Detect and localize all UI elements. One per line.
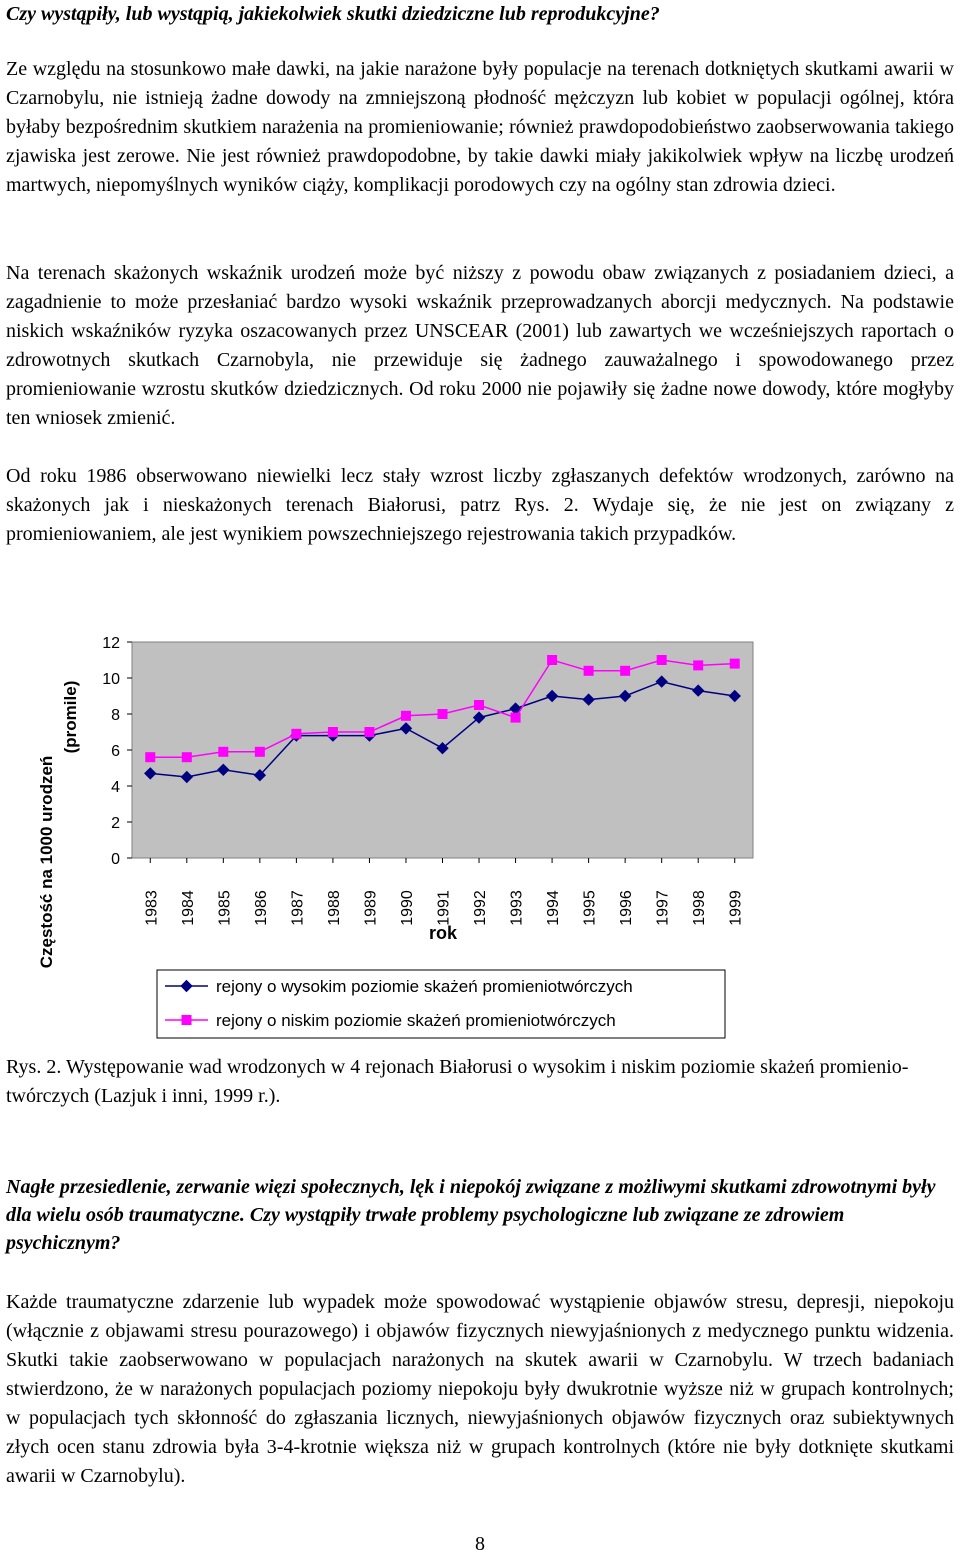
legend-label: rejony o wysokim poziomie skażeń promieniotwórczych	[216, 977, 633, 996]
x-tick-label: 1997	[654, 890, 672, 926]
series-2-point	[657, 656, 666, 665]
legend	[157, 970, 725, 1038]
y-axis-title-line1: Częstość na 1000 urodzeń	[37, 755, 56, 969]
series-2-point	[730, 659, 739, 668]
paragraph-1: Ze względu na stosunkowo małe dawki, na jakie narażone były populacje na terenach dotkniętych skutkami awarii w Czarnobylu, nie istnieją żadne dowody na zmniejszoną płodność mężczyzn lub kobiet w populacji ogólnej, która byłaby bezpośrednim skutkiem narażenia na promieniowanie; również prawdopodobieństwo zaobserwowania takiego zjawiska jest zerowe. Nie jest również prawdopodobne, by takie dawki miały jakikolwiek wpływ na liczbę urodzeń martwych, niepomyślnych wyników ciąży, komplikacji porodowych czy na ogólny stan zdrowia dzieci.	[6, 58, 954, 196]
x-tick-label: 1984	[179, 890, 197, 926]
square-marker-icon	[182, 1016, 191, 1025]
paragraph-4: Każde traumatyczne zdarzenie lub wypadek może spowodować wystąpienie objawów stresu, depresji, niepokoju (włącznie z objawami stresu pourazowego) i objawów fizycznych niewyjaśnionych z medycznego punktu widzenia. Skutki takie zaobserwowano w populacjach narażonych na skutek awarii w Czarnobylu. W trzech badaniach stwierdzono, że w narażonych populacjach poziomy niepokoju były dwukrotnie wyższe niż w grupach kontrolnych; w populacjach tych skłonność do zgłaszania licznych, niewyjaśnionych objawów fizycznych oraz subiektywnych złych ocen stanu zdrowia była 3-4-krotnie większa niż w grupach kontrolnych (które nie były dotknięte skutkami awarii w Czarnobylu).	[6, 1291, 954, 1487]
section-heading-psychological: Nagłe przesiedlenie, zerwanie więzi społecznych, lęk i niepokój związane z możliwymi skutkami zdrowotnymi były dla wielu osób traumatyczne. Czy wystąpiły trwałe problemy psychologiczne lub związane ze zdrowiem psychicznym?	[6, 1176, 936, 1254]
series-2-point	[219, 747, 228, 756]
series-2-point	[328, 728, 337, 737]
legend-entry-2	[165, 1011, 616, 1030]
y-tick-label: 8	[111, 707, 120, 724]
series-2-point	[365, 728, 374, 737]
x-tick-label: 1993	[508, 890, 526, 926]
x-tick-label: 1983	[143, 890, 161, 926]
y-axis-ticks	[102, 635, 132, 868]
paragraph-2: Na terenach skażonych wskaźnik urodzeń może być niższy z powodu obaw związanych z posiadaniem dzieci, a zagadnienie to może przesłaniać bardzo wysoki wskaźnik przeprowadzanych aborcji medycznych. Na podstawie niskich wskaźników ryzyka oszacowanych przez UNSCEAR (2001) lub zawartych we wcześniejszych raportach o zdrowotnych skutkach Czarnobyla, nie przewiduje się żadnego zauważalnego i spowodowanego przez promieniowanie wzrostu skutków dziedzicznych. Od roku 2000 nie pojawiły się żadne nowe dowody, które mogłyby ten wniosek zmienić.	[6, 262, 954, 429]
series-2-point	[694, 661, 703, 670]
y-tick-label: 2	[111, 815, 120, 832]
y-tick-label: 6	[111, 743, 120, 760]
y-tick-label: 12	[102, 635, 120, 652]
x-tick-label: 1985	[216, 890, 234, 926]
x-tick-label: 1987	[289, 890, 307, 926]
y-tick-label: 10	[102, 671, 120, 688]
page-number: 8	[475, 1533, 485, 1555]
series-2-point	[401, 711, 410, 720]
y-tick-label: 0	[111, 851, 120, 868]
x-tick-label: 1992	[472, 890, 490, 926]
x-tick-label: 1989	[362, 890, 380, 926]
x-tick-label: 1996	[618, 890, 636, 926]
section-heading-hereditary: Czy wystąpiły, lub wystąpią, jakiekolwiek skutki dziedziczne lub reprodukcyjne?	[6, 3, 660, 25]
x-tick-label: 1994	[545, 890, 563, 926]
series-2-point	[146, 753, 155, 762]
series-2-point	[511, 713, 520, 722]
series-2-point	[621, 666, 630, 675]
x-tick-label: 1986	[252, 890, 270, 926]
x-tick-label: 1998	[691, 890, 709, 926]
series-2-point	[292, 729, 301, 738]
figure-caption: Rys. 2. Występowanie wad wrodzonych w 4 rejonach Białorusi o wysokim i niskim poziomie skażeń promienio-twórczych (Lazjuk i inni, 1999 r.).	[6, 1056, 909, 1107]
series-2-point	[438, 710, 447, 719]
x-tick-label: 1988	[325, 890, 343, 926]
y-axis-title-line2: (promile)	[61, 680, 80, 754]
birth-defects-line-chart	[0, 612, 760, 1052]
x-axis-title: rok	[428, 923, 458, 943]
y-tick-label: 4	[111, 779, 120, 796]
x-tick-label: 1995	[581, 890, 599, 926]
x-tick-label: 1991	[435, 890, 453, 926]
series-2-point	[584, 666, 593, 675]
series-2-point	[182, 753, 191, 762]
series-2-point	[548, 656, 557, 665]
x-tick-label: 1999	[727, 890, 745, 926]
legend-entry-1	[165, 977, 633, 996]
series-2-point	[475, 701, 484, 710]
series-2-point	[255, 747, 264, 756]
legend-label: rejony o niskim poziomie skażeń promieniotwórczych	[216, 1011, 616, 1030]
y-axis-title	[37, 681, 80, 969]
paragraph-3: Od roku 1986 obserwowano niewielki lecz stały wzrost liczby zgłaszanych defektów wrodzonych, zarówno na skażonych jak i nieskażonych terenach Białorusi, patrz Rys. 2. Wydaje się, że nie jest on związany z promieniowaniem, ale jest wynikiem powszechniejszego rejestrowania takich przypadków.	[6, 465, 954, 545]
x-tick-label: 1990	[398, 890, 416, 926]
x-axis-ticks	[143, 858, 744, 926]
